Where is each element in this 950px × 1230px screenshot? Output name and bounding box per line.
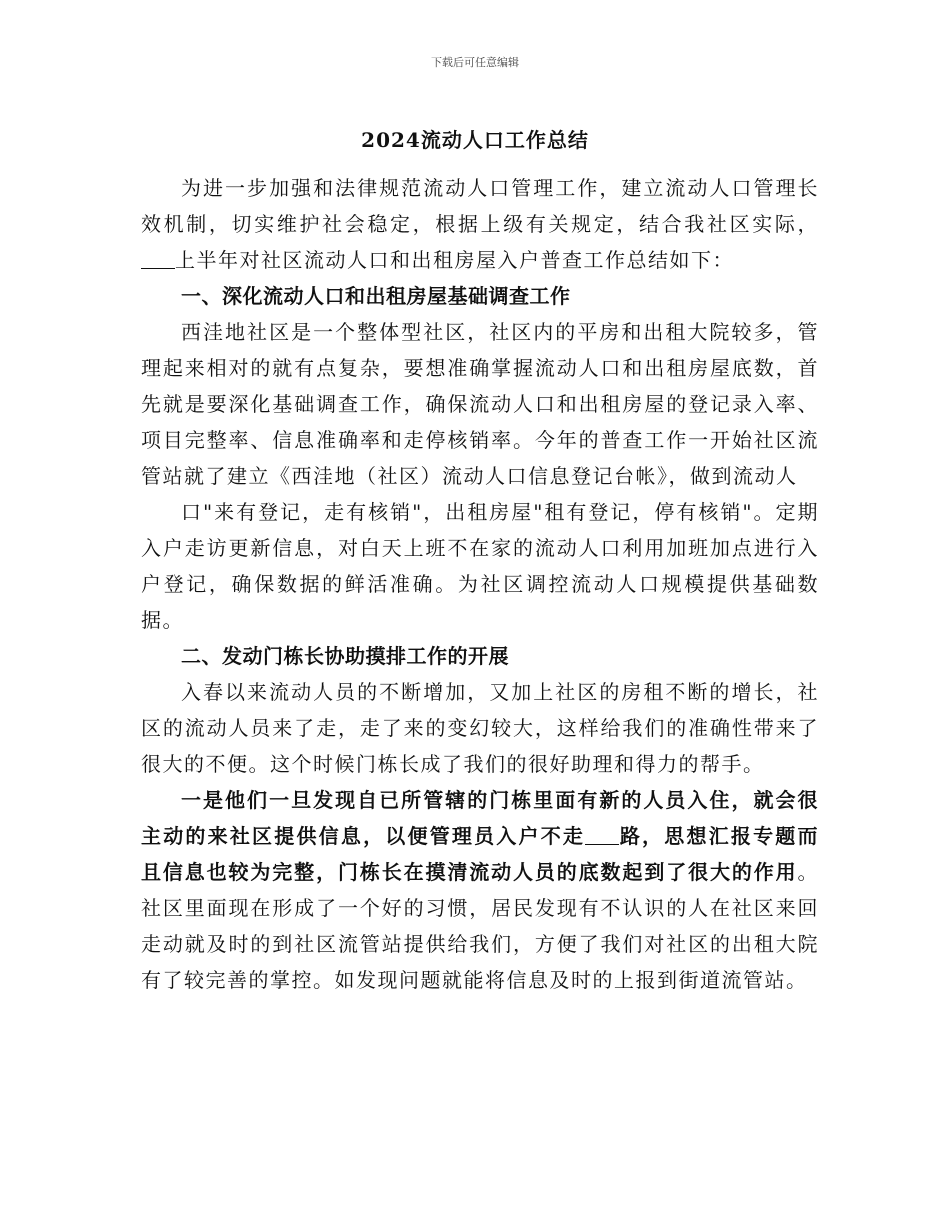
- paragraph-text: 。社区里面现在形成了一个好的习惯，居民发现有不认识的人在社区来回走动就及时的到社区流管站提供给我们，方便了我们对社区的出租大院有了较完善的掌控。如发现问题就能将信息及时的上报到街道流管站。: [141, 860, 819, 992]
- document-body: [141, 170, 819, 998]
- section-2-paragraph-1: 入春以来流动人员的不断增加，又加上社区的房租不断的增长，社区的流动人员来了走，走了来的变幻较大，这样给我们的准确性带来了很大的不便。这个时候门栋长成了我们的很好助理和得力的帮手。: [141, 680, 819, 776]
- document-title: 2024流动人口工作总结: [361, 128, 589, 152]
- fill-in-blank: [141, 248, 175, 269]
- section-2-heading: 二、发动门栋长协助摸排工作的开展: [181, 644, 509, 668]
- intro-text: 为进一步加强和法律规范流动人口管理工作，建立流动人口管理长效机制，切实维护社会稳定，根据上级有关规定，结合我社区实际，: [141, 176, 819, 236]
- bold-text-a: 一是他们一旦发现自已所管辖的门栋里面有新的人员入住，就会很主动的来社区提供信息，以便管理员入户不走: [141, 788, 819, 848]
- section-1-paragraph-1: 西洼地社区是一个整体型社区，社区内的平房和出租大院较多，管理起来相对的就有点复杂，要想准确掌握流动人口和出租房屋底数，首先就是要深化基础调查工作，确保流动人口和出租房屋的登记录入率、项目完整率、信息准确率和走停核销率。今年的普查工作一开始社区流管站就了建立《西洼地（社区）流动人口信息登记台帐》，做到流动人: [141, 320, 819, 488]
- page-header-note: 下载后可任意编辑: [431, 56, 519, 69]
- section-1-paragraph-2: 口"来有登记，走有核销"，出租房屋"租有登记，停有核销"。定期入户走访更新信息，对白天上班不在家的流动人口利用加班加点进行入户登记，确保数据的鲜活准确。为社区调控流动人口规模提供基础数据。: [141, 500, 819, 632]
- fill-in-blank: [585, 824, 619, 845]
- section-1-heading: 一、深化流动人口和出租房屋基础调查工作: [181, 284, 571, 308]
- intro-paragraph: [141, 170, 819, 278]
- bold-text-b: 路，思想汇报专题而且信息也较为完整，门栋长在摸清流动人员的底数起到了很大的作用: [141, 824, 820, 884]
- section-2-paragraph-2: [141, 782, 819, 998]
- intro-text-continued: 上半年对社区流动人口和出租房屋入户普查工作总结如下：: [175, 248, 734, 272]
